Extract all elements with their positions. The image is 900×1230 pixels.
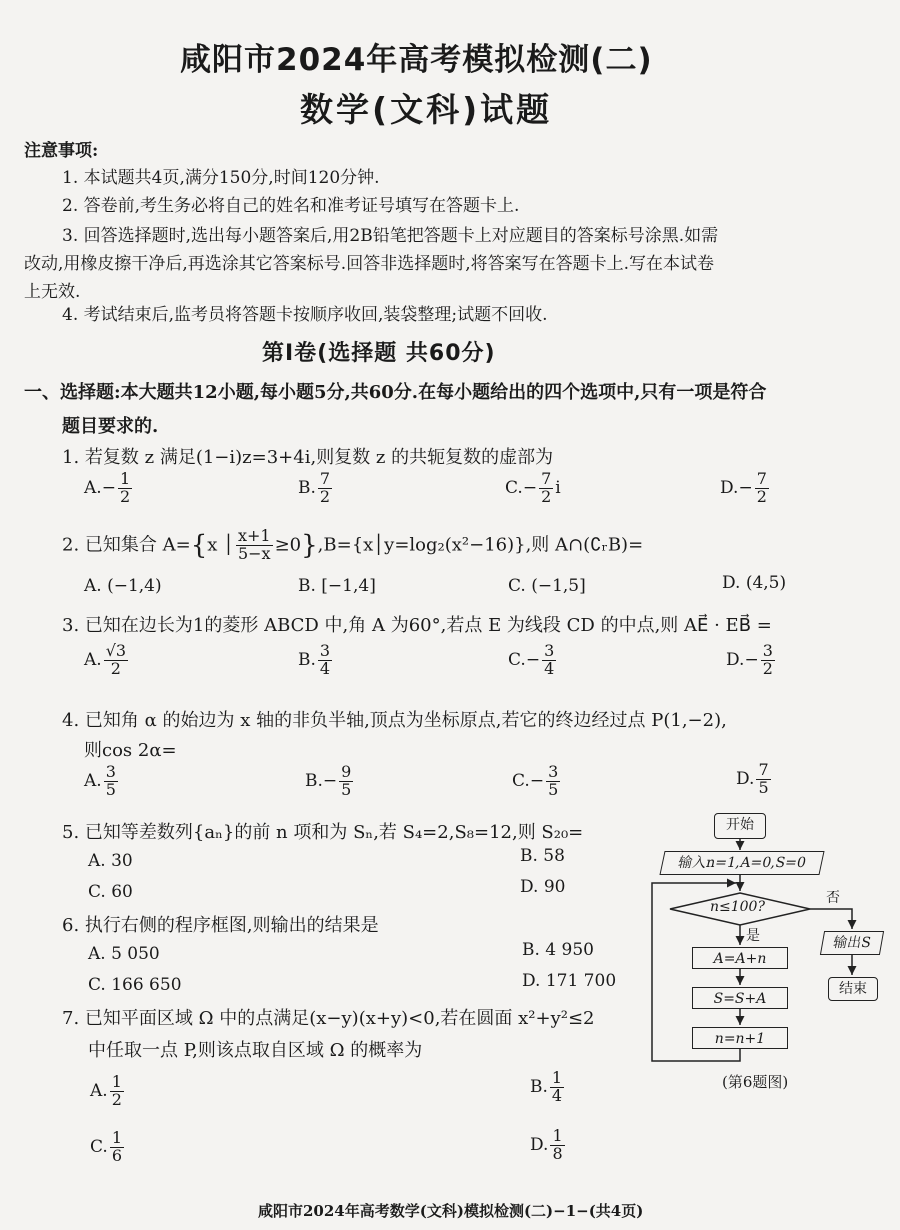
flowchart xyxy=(640,805,890,1105)
fraction: $\frac{x+1}{5-x}$ xyxy=(237,526,271,563)
flowchart-output: 输出S xyxy=(820,931,884,955)
fraction: $\frac{7}{5}$ xyxy=(758,760,769,797)
fraction: $\frac{3}{5}$ xyxy=(548,762,559,799)
question-4-stem: 则cos 2α= xyxy=(84,740,177,761)
question-5-option-d[interactable]: D. 90 xyxy=(520,877,566,897)
fraction: $\frac{7}{2}$ xyxy=(756,469,767,506)
flowchart-yes-label: 是 xyxy=(746,928,760,944)
note-item: 2. 答卷前,考生务必将自己的姓名和准考证号填写在答题卡上. xyxy=(62,196,520,216)
note-item: 改动,用橡皮擦干净后,再选涂其它答案标号.回答非选择题时,将答案写在答题卡上.写在本试卷 xyxy=(24,254,715,274)
note-item: 1. 本试题共4页,满分150分,时间120分钟. xyxy=(62,168,380,188)
page-footer: 咸阳市2024年高考数学(文科)模拟检测(二)−1−(共4页) xyxy=(258,1202,644,1220)
question-1-option-c[interactable] xyxy=(505,471,561,506)
question-6-option-a[interactable]: A. 5 050 xyxy=(88,944,160,964)
question-4-option-a[interactable]: A. $\frac{3}{5}$ xyxy=(84,762,116,799)
flowchart-no-label: 否 xyxy=(826,890,840,906)
question-3-option-d[interactable]: D.− $\frac{3}{2}$ xyxy=(726,641,773,678)
option-sign: − xyxy=(522,477,538,498)
flowchart-step-n: n=n+1 xyxy=(692,1027,788,1049)
question-1-option-d[interactable] xyxy=(720,471,771,506)
question-4-stem: 4. 已知角 α 的始边为 x 轴的非负半轴,顶点为坐标原点,若它的终边经过点 P(1,−2), xyxy=(62,710,727,731)
question-2-option-d[interactable]: D. (4,5) xyxy=(722,573,787,593)
option-label: B. xyxy=(298,477,316,498)
question-5-option-a[interactable]: A. 30 xyxy=(88,851,133,871)
question-5-stem: 5. 已知等差数列{aₙ}的前 n 项和为 Sₙ,若 S₄=2,S₈=12,则 S₂₀= xyxy=(62,822,584,843)
fraction: $\frac{1}{2}$ xyxy=(119,469,131,506)
question-1-option-b[interactable] xyxy=(298,471,334,506)
fraction: $\frac{1}{2}$ xyxy=(111,1072,122,1109)
option-sign: − xyxy=(101,477,116,498)
fraction: $\frac{7}{2}$ xyxy=(319,469,331,506)
fraction: $\frac{3}{4}$ xyxy=(544,641,555,678)
question-3-stem: 3. 已知在边长为1的菱形 ABCD 中,角 A 为60°,若点 E 为线段 CD 的中点,则 AE⃗ · EB⃗ = xyxy=(62,615,772,636)
option-sign: − xyxy=(738,477,753,498)
fraction: $\frac{√3}{2}$ xyxy=(105,641,127,678)
fraction: $\frac{1}{8}$ xyxy=(552,1126,563,1163)
question-5-option-c[interactable]: C. 60 xyxy=(88,882,133,902)
section-title: 第Ⅰ卷(选择题 共60分) xyxy=(262,341,496,366)
question-7-stem: 中任取一点 P,则该点取自区域 Ω 的概率为 xyxy=(88,1040,423,1061)
option-label: A. xyxy=(84,477,102,498)
flowchart-input: 输入n=1,A=0,S=0 xyxy=(659,851,824,875)
question-3-option-a[interactable]: A. $\frac{√3}{2}$ xyxy=(84,641,127,678)
question-2-option-b[interactable]: B. [−1,4] xyxy=(298,576,376,596)
question-6-option-b[interactable]: B. 4 950 xyxy=(522,940,594,960)
option-label: D. xyxy=(720,477,739,498)
fraction: $\frac{7}{2}$ xyxy=(541,469,552,506)
flowchart-start: 开始 xyxy=(714,813,766,839)
question-3-option-b[interactable]: B. $\frac{3}{4}$ xyxy=(298,641,331,678)
question-7-option-c[interactable]: C. $\frac{1}{6}$ xyxy=(90,1128,122,1165)
fraction: $\frac{1}{4}$ xyxy=(551,1068,563,1105)
question-2-option-a[interactable]: A. (−1,4) xyxy=(84,576,162,596)
question-2-stem: 2. 已知集合 A={x │ $\frac{x+1}{5-x}$ ≥0},B={x│y=log₂(x²−16)},则 A∩(∁ᵣB)= xyxy=(62,526,644,563)
flowchart-condition: n≤100? xyxy=(710,899,765,915)
notes-heading: 注意事项: xyxy=(24,141,99,161)
note-item: 上无效. xyxy=(24,282,81,302)
question-4-option-c[interactable]: C.− $\frac{3}{5}$ xyxy=(512,762,559,799)
fraction: $\frac{3}{4}$ xyxy=(319,641,331,678)
question-5-option-b[interactable]: B. 58 xyxy=(520,846,565,866)
question-7-stem: 7. 已知平面区域 Ω 中的点满足(x−y)(x+y)<0,若在圆面 x²+y²≤2 xyxy=(62,1008,595,1029)
question-4-option-d[interactable]: D. $\frac{7}{5}$ xyxy=(736,760,769,797)
fraction: $\frac{3}{5}$ xyxy=(105,762,116,799)
question-6-option-d[interactable]: D. 171 700 xyxy=(522,971,617,991)
exam-subtitle: 数学(文科)试题 xyxy=(300,90,553,129)
question-2-option-c[interactable]: C. (−1,5] xyxy=(508,576,586,596)
question-7-option-a[interactable]: A. $\frac{1}{2}$ xyxy=(90,1072,122,1109)
question-1-option-a[interactable] xyxy=(84,471,134,506)
question-4-option-b[interactable]: B.− $\frac{9}{5}$ xyxy=(305,762,352,799)
part-instructions: 一、选择题:本大题共12小题,每小题5分,共60分.在每小题给出的四个选项中,只有一项是符合 xyxy=(24,382,767,403)
fraction: $\frac{3}{2}$ xyxy=(762,641,773,678)
question-3-option-c[interactable]: C.− $\frac{3}{4}$ xyxy=(508,641,555,678)
question-7-option-b[interactable]: B. $\frac{1}{4}$ xyxy=(530,1068,563,1105)
flowchart-step-a: A=A+n xyxy=(692,947,788,969)
fraction: $\frac{1}{6}$ xyxy=(111,1128,122,1165)
note-item: 4. 考试结束后,监考员将答题卡按顺序收回,装袋整理;试题不回收. xyxy=(62,305,548,325)
option-label: C. xyxy=(505,477,523,498)
flowchart-step-s: S=S+A xyxy=(692,987,788,1009)
question-6-stem: 6. 执行右侧的程序框图,则输出的结果是 xyxy=(62,915,379,936)
question-7-option-d[interactable]: D. $\frac{1}{8}$ xyxy=(530,1126,563,1163)
part-instructions: 题目要求的. xyxy=(62,416,159,437)
flowchart-end: 结束 xyxy=(828,977,878,1001)
flowchart-caption: (第6题图) xyxy=(722,1073,789,1091)
question-6-option-c[interactable]: C. 166 650 xyxy=(88,975,182,995)
fraction: $\frac{9}{5}$ xyxy=(341,762,352,799)
question-1-stem: 1. 若复数 z 满足(1−i)z=3+4i,则复数 z 的共轭复数的虚部为 xyxy=(62,447,554,468)
exam-title: 咸阳市2024年高考模拟检测(二) xyxy=(180,42,653,78)
note-item: 3. 回答选择题时,选出每小题答案后,用2B铅笔把答题卡上对应题目的答案标号涂黑.如需 xyxy=(62,226,719,246)
option-suffix: i xyxy=(555,477,561,498)
